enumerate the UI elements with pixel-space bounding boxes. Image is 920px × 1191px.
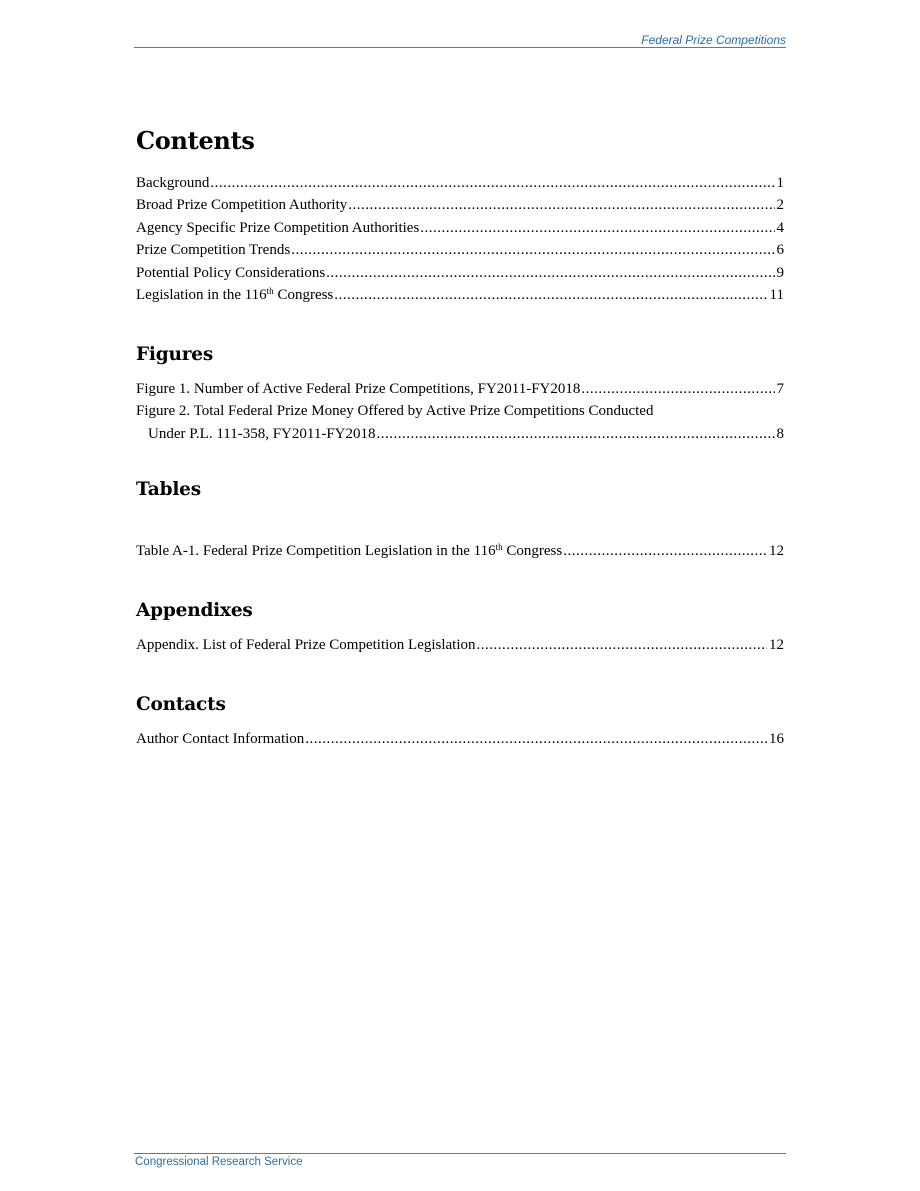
toc-entry-appendix[interactable] — [136, 634, 784, 656]
dot-leader — [377, 423, 775, 445]
toc-entry-legislation[interactable] — [136, 284, 784, 306]
toc-entry-title-line1: Figure 2. Total Federal Prize Money Offered by Active Prize Competitions Conducted — [136, 403, 654, 420]
contents-heading: Contents — [136, 126, 255, 155]
toc-entry-page: 9 — [776, 264, 784, 281]
dot-leader — [420, 217, 774, 239]
toc-entry-page: 16 — [769, 731, 784, 747]
figures-heading: Figures — [136, 344, 214, 365]
running-header-title: Federal Prize Competitions — [641, 33, 786, 47]
toc-entry-page: 6 — [776, 242, 784, 259]
toc-entry-figure-2[interactable] — [136, 400, 784, 445]
toc-entry-page: 8 — [776, 425, 784, 442]
footer-rule — [134, 1153, 786, 1154]
toc-entry-page: 7 — [776, 381, 784, 397]
toc-entry-table-a1[interactable] — [136, 540, 784, 562]
toc-entry-title: Broad Prize Competition Authority — [136, 197, 348, 214]
toc-entry-trends[interactable] — [136, 239, 784, 261]
toc-entry-page: 12 — [769, 637, 784, 653]
toc-entry-title: Figure 1. Number of Active Federal Prize Competitions, FY2011-FY2018 — [136, 381, 581, 397]
appendixes-list — [136, 634, 784, 656]
toc-entry-page: 11 — [769, 287, 784, 304]
dot-leader — [291, 239, 774, 261]
dot-leader — [326, 262, 774, 284]
toc-entry-page: 2 — [776, 197, 784, 214]
tables-list — [136, 540, 784, 562]
dot-leader — [210, 172, 774, 194]
toc-entry-title: Potential Policy Considerations — [136, 264, 326, 281]
toc-entry-figure-1[interactable] — [136, 378, 784, 400]
header-rule — [134, 47, 786, 48]
figures-list — [136, 378, 784, 445]
toc-entry-background[interactable] — [136, 172, 784, 194]
tables-heading: Tables — [136, 479, 201, 500]
toc-entry-title: Prize Competition Trends — [136, 242, 291, 259]
toc-entry-policy[interactable] — [136, 262, 784, 284]
toc-entry-title: Legislation in the 116th Congress — [136, 286, 334, 304]
toc-entry-title: Background — [136, 175, 210, 191]
toc-entry-page: 1 — [776, 175, 784, 191]
toc-entry-title: Appendix. List of Federal Prize Competition Legislation — [136, 637, 476, 653]
dot-leader — [305, 728, 767, 750]
dot-leader — [581, 378, 774, 400]
toc-entry-title: Table A-1. Federal Prize Competition Legislation in the 116th Congress — [136, 542, 563, 559]
dot-leader — [348, 194, 774, 216]
dot-leader — [477, 634, 767, 656]
dot-leader — [334, 284, 767, 306]
contacts-list — [136, 728, 784, 750]
toc-entry-broad-authority[interactable] — [136, 194, 784, 216]
toc-entry-title: Author Contact Information — [136, 731, 305, 747]
contents-list — [136, 172, 784, 306]
toc-entry-agency-authorities[interactable] — [136, 217, 784, 239]
dot-leader — [563, 540, 767, 562]
toc-entry-author-contact[interactable] — [136, 728, 784, 750]
toc-entry-page: 12 — [769, 543, 784, 559]
contacts-heading: Contacts — [136, 694, 226, 715]
toc-entry-page: 4 — [776, 219, 784, 236]
appendixes-heading: Appendixes — [136, 600, 253, 621]
footer-org: Congressional Research Service — [135, 1156, 303, 1168]
toc-entry-title-line2: Under P.L. 111-358, FY2011-FY2018 — [148, 425, 376, 442]
toc-entry-title: Agency Specific Prize Competition Authorities — [136, 219, 420, 236]
